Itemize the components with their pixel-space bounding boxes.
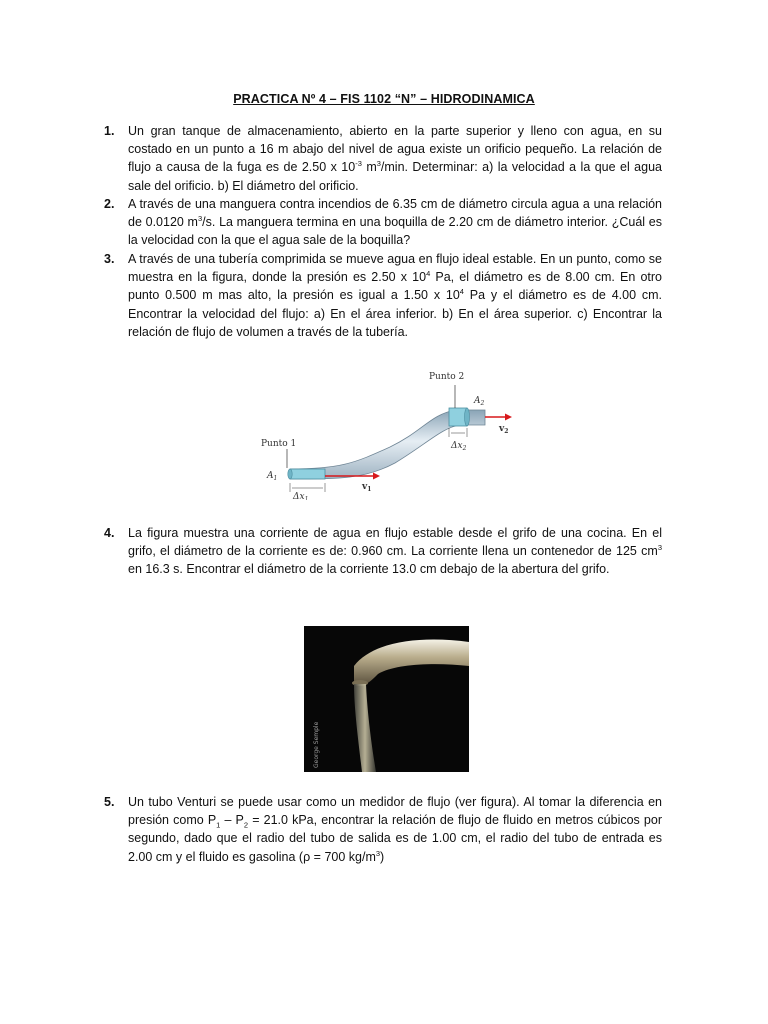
problem-text: Pa y el diámetro es de 4.00 cm. Encontrar la velocidad del flujo: a) En el área inferior. b) En el área superior. c) Encontrar la relación de flujo de volumen a través de la tubería. — [128, 288, 662, 339]
superscript: 4 — [426, 269, 431, 279]
problem-text: Un tubo Venturi se puede usar como un medidor de flujo (ver figura). Al tomar la diferencia en presión como P — [128, 795, 662, 828]
problem-text: A través de una tubería comprimida se mueve agua en flujo ideal estable. En un punto, como se muestra en la figura, donde la presión es 2.50 x 10 — [128, 252, 662, 285]
pipe-flow-figure — [255, 365, 525, 500]
problem-text: m — [361, 160, 377, 175]
problem-text: en 16.3 s. Encontrar el diámetro de la corriente 13.0 cm debajo de la abertura del grifo. — [128, 562, 610, 577]
problem-text: Pa, el diámetro es de 8.00 cm. En otro punto 0.500 m mas alto, la presión es igual a 1.50 x 10 — [128, 270, 663, 303]
label-v2: $v_2$ — [499, 424, 509, 435]
problem-number: 1. — [104, 124, 115, 138]
page-title: PRACTICA Nº 4 – FIS 1102 “N” – HIDRODINAMICA — [233, 92, 535, 106]
problem-number: 4. — [104, 526, 115, 540]
subscript: 1 — [216, 820, 221, 830]
problem-2 — [104, 195, 662, 250]
faucet-image — [304, 626, 469, 772]
superscript: 3 — [197, 214, 203, 224]
superscript: 3 — [375, 848, 381, 858]
cylinder-a1 — [290, 469, 325, 479]
label-a2: $A_2$ — [474, 396, 485, 407]
problem-1 — [104, 122, 662, 195]
problem-4 — [104, 524, 662, 579]
subscript: 2 — [243, 820, 249, 830]
faucet-photo — [304, 626, 469, 772]
label-punto-1: Punto 1 — [261, 439, 297, 449]
problem-text: La figura muestra una corriente de agua en flujo estable desde el grifo de una cocina. En el grifo, el diámetro de la corriente es de: 0.960 cm. La corriente llena un contenedor de 125 cm — [128, 526, 662, 559]
problem-text: A través de una manguera contra incendios de 6.35 cm de diámetro circula agua a una relación de 0.0120 m — [128, 197, 662, 230]
problem-text: /min. Determinar: a) la velocidad a la que el agua sale del orificio. b) El diámetro del orificio. — [128, 160, 662, 193]
superscript: 4 — [459, 287, 464, 297]
problem-text: ) — [380, 849, 385, 864]
problem-number: 5. — [104, 795, 115, 809]
problem-text: = 21.0 kPa, encontrar la relación de flujo de fluido en metros cúbicos por segundo, dado que el radio del tubo de salida es de 1.00 cm, el radio del tubo de entrada es 2.00 cm y el fluido es gasolina (ρ = 700 kg/m — [128, 813, 662, 864]
photo-credit: George Semple — [313, 721, 320, 768]
label-v1: $v_1$ — [362, 482, 372, 493]
label-punto-2: Punto 2 — [429, 372, 465, 382]
faucet-spout — [354, 640, 469, 684]
superscript: 3 — [657, 543, 662, 553]
water-stream — [354, 684, 376, 772]
superscript: 3 — [376, 159, 381, 169]
label-a1: $A_1$ — [267, 471, 278, 482]
problem-text: – P — [220, 813, 244, 828]
label-dx2: $\Delta x_2$ — [451, 441, 467, 452]
problem-text: /s. La manguera termina en una boquilla de 2.20 cm de diámetro interior. ¿Cuál es la velocidad con la que el agua sale de la boquilla? — [128, 215, 662, 248]
problem-number: 2. — [104, 197, 115, 211]
problem-text: Un gran tanque de almacenamiento, abierto en la parte superior y lleno con agua, en su costado en un punto a 16 m abajo del nivel de agua existe un orificio pequeño. La relación de flujo a causa de la fuga es de 2.50 x 10 — [128, 124, 662, 175]
problem-number: 3. — [104, 252, 115, 266]
superscript: -3 — [355, 159, 362, 169]
label-dx1: $\Delta x_1$ — [293, 492, 309, 500]
problem-3 — [104, 250, 663, 341]
problem-5 — [104, 793, 662, 866]
